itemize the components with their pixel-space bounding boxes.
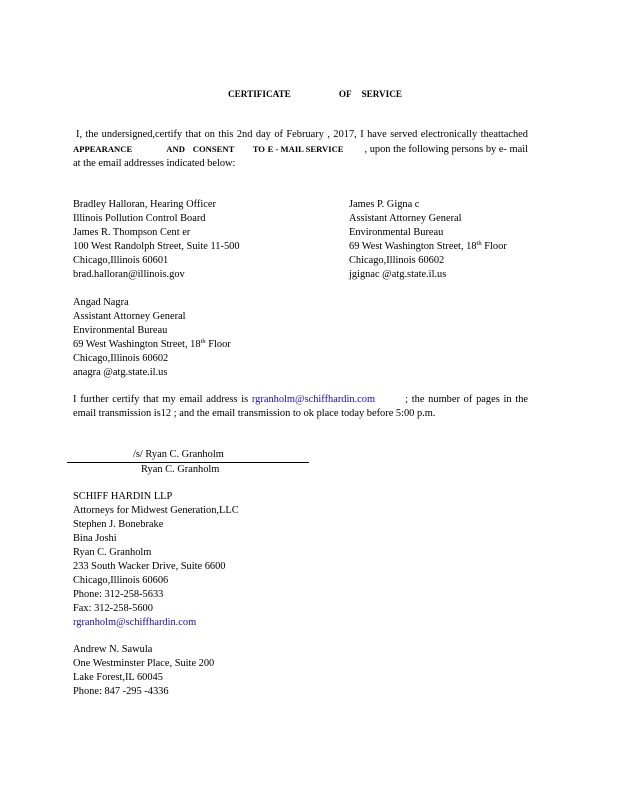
certify-paragraph (73, 393, 528, 421)
certify-email-link[interactable]: rgranholm@schiffhardin.com (251, 394, 376, 405)
recipient-email: anagra @atg.state.il.us (73, 367, 168, 378)
firm-fax: Fax: 312-258-5600 (73, 603, 153, 614)
document-name-consent: CONSENT (192, 144, 235, 154)
recipient-city: Chicago,Illinois 60602 (73, 353, 169, 364)
other-street: One Westminster Place, Suite 200 (73, 658, 215, 669)
recipient-dept: Environmental Bureau (349, 227, 444, 238)
recipient-name: James P. Gigna c (349, 199, 420, 210)
other-city: Lake Forest,IL 60045 (73, 672, 163, 683)
intro-text-1: I, the undersigned,certify that on this 2nd day of February , 2017, I have served electronically theattached (76, 129, 528, 140)
recipient-nagra (73, 296, 231, 380)
street-text: 69 West Washington Street, 18 (73, 339, 201, 350)
recipient-street (73, 338, 231, 352)
document-name-and: AND (166, 144, 185, 154)
firm-name: SCHIFF HARDIN LLP (73, 491, 173, 502)
title-part-3: SERVICE (361, 89, 402, 99)
other-attorney-block (73, 643, 214, 699)
ordinal-suffix: th (200, 338, 206, 345)
recipient-email: jgignac @atg.state.il.us (349, 269, 447, 280)
recipient-gignac (349, 198, 507, 282)
recipient-city: Chicago,Illinois 60601 (73, 255, 169, 266)
intro-text-2: , upon the following persons by e- mail at the email addresses indicated below: (73, 144, 528, 169)
certify-text-2: ; the number of pages in the email transmission is12 ; and the email transmission to ok place today before 5:00 p.m. (73, 394, 529, 419)
signature-mark: /s/ Ryan C. Granholm (133, 449, 224, 460)
attorney-name: Bina Joshi (73, 533, 117, 544)
document-title (228, 88, 402, 101)
document-name-appearance: APPEARANCE (73, 144, 133, 154)
recipient-email: brad.halloran@illinois.gov (73, 269, 185, 280)
street-text: 69 West Washington Street, 18 (349, 241, 477, 252)
document-name-email-service: E - MAIL SERVICE (267, 144, 344, 154)
attorney-name: Ryan C. Granholm (73, 547, 152, 558)
recipient-halloran (73, 198, 240, 282)
recipient-title: Assistant Attorney General (349, 213, 462, 224)
recipient-name: Angad Nagra (73, 297, 129, 308)
firm-block (73, 490, 239, 630)
recipient-city: Chicago,Illinois 60602 (349, 255, 445, 266)
document-name-to: TO (252, 144, 265, 154)
title-part-1: CERTIFICATE (228, 89, 291, 99)
ordinal-suffix: th (476, 240, 482, 247)
street-floor: Floor (484, 241, 507, 252)
street-floor: Floor (208, 339, 231, 350)
certify-text-1: I further certify that my email address is (73, 394, 249, 405)
recipient-street (349, 240, 507, 254)
firm-city: Chicago,Illinois 60606 (73, 575, 169, 586)
intro-paragraph (73, 128, 528, 171)
signer-name: Ryan C. Granholm (141, 464, 220, 475)
attorney-name: Stephen J. Bonebrake (73, 519, 164, 530)
firm-street: 233 South Wacker Drive, Suite 6600 (73, 561, 226, 572)
recipient-building: James R. Thompson Cent er (73, 227, 191, 238)
firm-email-link[interactable]: rgranholm@schiffhardin.com (73, 617, 197, 628)
title-part-2: OF (338, 89, 352, 99)
other-name: Andrew N. Sawula (73, 644, 153, 655)
other-phone: Phone: 847 -295 -4336 (73, 686, 169, 697)
recipient-org: Illinois Pollution Control Board (73, 213, 206, 224)
recipient-dept: Environmental Bureau (73, 325, 168, 336)
recipient-name: Bradley Halloran, Hearing Officer (73, 199, 216, 210)
recipient-street: 100 West Randolph Street, Suite 11-500 (73, 241, 240, 252)
firm-attorneys: Attorneys for Midwest Generation,LLC (73, 505, 239, 516)
recipient-title: Assistant Attorney General (73, 311, 186, 322)
firm-phone: Phone: 312-258-5633 (73, 589, 164, 600)
